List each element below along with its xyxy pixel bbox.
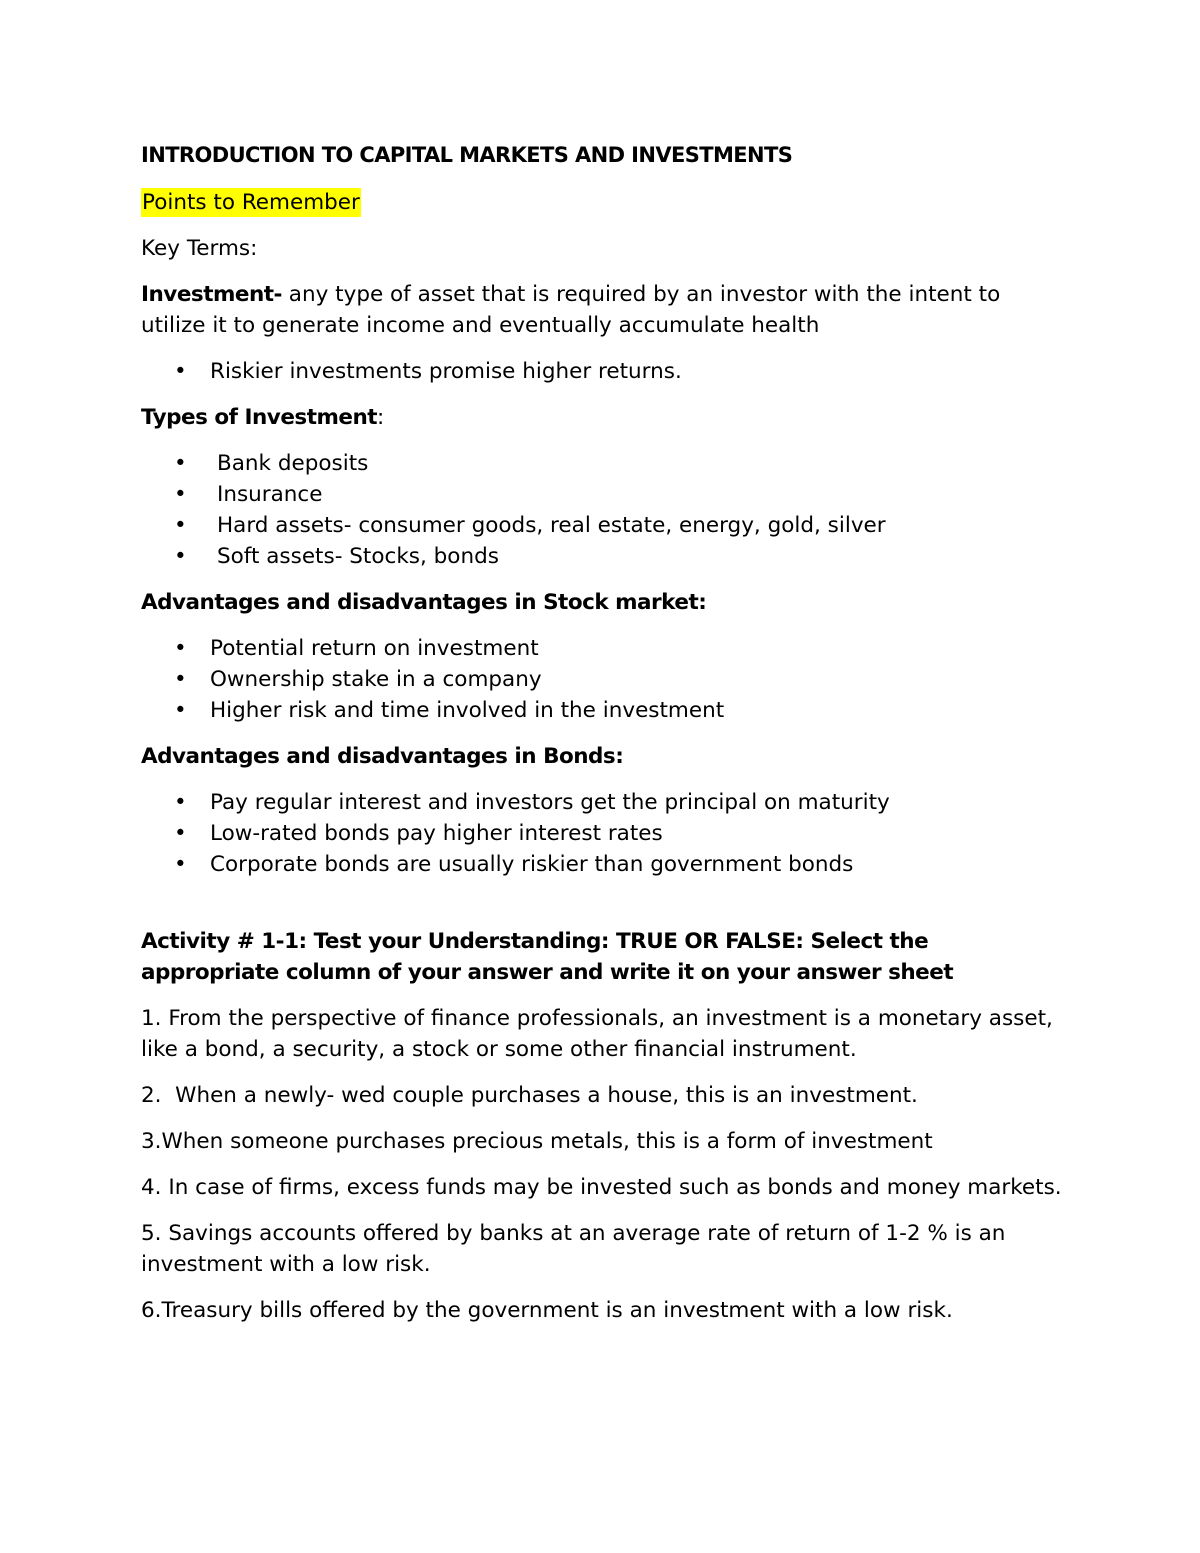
investment-definition-text: any type of asset that is required by an investor with the intent to utilize it to generate income and eventually accumulate health xyxy=(141,282,1001,338)
page-title: INTRODUCTION TO CAPITAL MARKETS AND INVESTMENTS xyxy=(141,143,793,167)
investment-bullet-list xyxy=(141,356,1071,387)
spacer xyxy=(141,895,1071,926)
question-5: 5. Savings accounts offered by banks at an average rate of return of 1-2 % is an investment with a low risk. xyxy=(141,1221,1006,1277)
bullet-icon: • xyxy=(174,482,187,507)
list-item: • Corporate bonds are usually riskier than government bonds xyxy=(141,849,1071,880)
bullet-icon: • xyxy=(174,698,187,723)
bullet-icon: • xyxy=(174,359,187,384)
list-item: • Pay regular interest and investors get the principal on maturity xyxy=(141,787,1071,818)
bullet-icon: • xyxy=(174,852,187,877)
question-6: 6.Treasury bills offered by the government is an investment with a low risk. xyxy=(141,1298,953,1323)
stock-heading: Advantages and disadvantages in Stock market: xyxy=(141,590,707,615)
bullet-icon: • xyxy=(174,667,187,692)
bullet-icon: • xyxy=(174,451,187,476)
bonds-heading: Advantages and disadvantages in Bonds: xyxy=(141,744,624,769)
types-list xyxy=(141,448,1071,572)
bullet-icon: • xyxy=(174,513,187,538)
key-terms-label: Key Terms: xyxy=(141,236,258,261)
list-item: • Riskier investments promise higher returns. xyxy=(141,356,1071,387)
list-item: • Insurance xyxy=(141,479,1071,510)
list-item: • Soft assets- Stocks, bonds xyxy=(141,541,1071,572)
bullet-icon: • xyxy=(174,790,187,815)
bullet-icon: • xyxy=(174,821,187,846)
question-4: 4. In case of firms, excess funds may be invested such as bonds and money markets. xyxy=(141,1175,1062,1200)
document-page xyxy=(141,140,1071,1341)
points-heading-line xyxy=(141,187,1071,218)
types-heading: Types of Investment xyxy=(141,405,378,430)
list-item: • Ownership stake in a company xyxy=(141,664,1071,695)
list-item: • Higher risk and time involved in the investment xyxy=(141,695,1071,726)
bullet-icon: • xyxy=(174,544,187,569)
points-heading: Points to Remember xyxy=(142,190,360,215)
list-item: • Low-rated bonds pay higher interest rates xyxy=(141,818,1071,849)
question-1: 1. From the perspective of finance professionals, an investment is a monetary asset, like a bond, a security, a stock or some other financial instrument. xyxy=(141,1006,1053,1062)
stock-list xyxy=(141,633,1071,726)
list-item: • Hard assets- consumer goods, real estate, energy, gold, silver xyxy=(141,510,1071,541)
activity-heading: Activity # 1-1: Test your Understanding: TRUE OR FALSE: Select the appropriate column of your answer and write it on your answer sheet xyxy=(141,929,954,985)
bonds-list xyxy=(141,787,1071,880)
question-2: 2. When a newly- wed couple purchases a house, this is an investment. xyxy=(141,1083,918,1108)
bullet-icon: • xyxy=(174,636,187,661)
list-item: • Bank deposits xyxy=(141,448,1071,479)
investment-definition xyxy=(141,279,1071,341)
question-3: 3.When someone purchases precious metals, this is a form of investment xyxy=(141,1129,933,1154)
types-heading-line: Types of Investment: xyxy=(141,405,385,430)
list-item: • Potential return on investment xyxy=(141,633,1071,664)
investment-term: Investment- xyxy=(141,282,282,307)
